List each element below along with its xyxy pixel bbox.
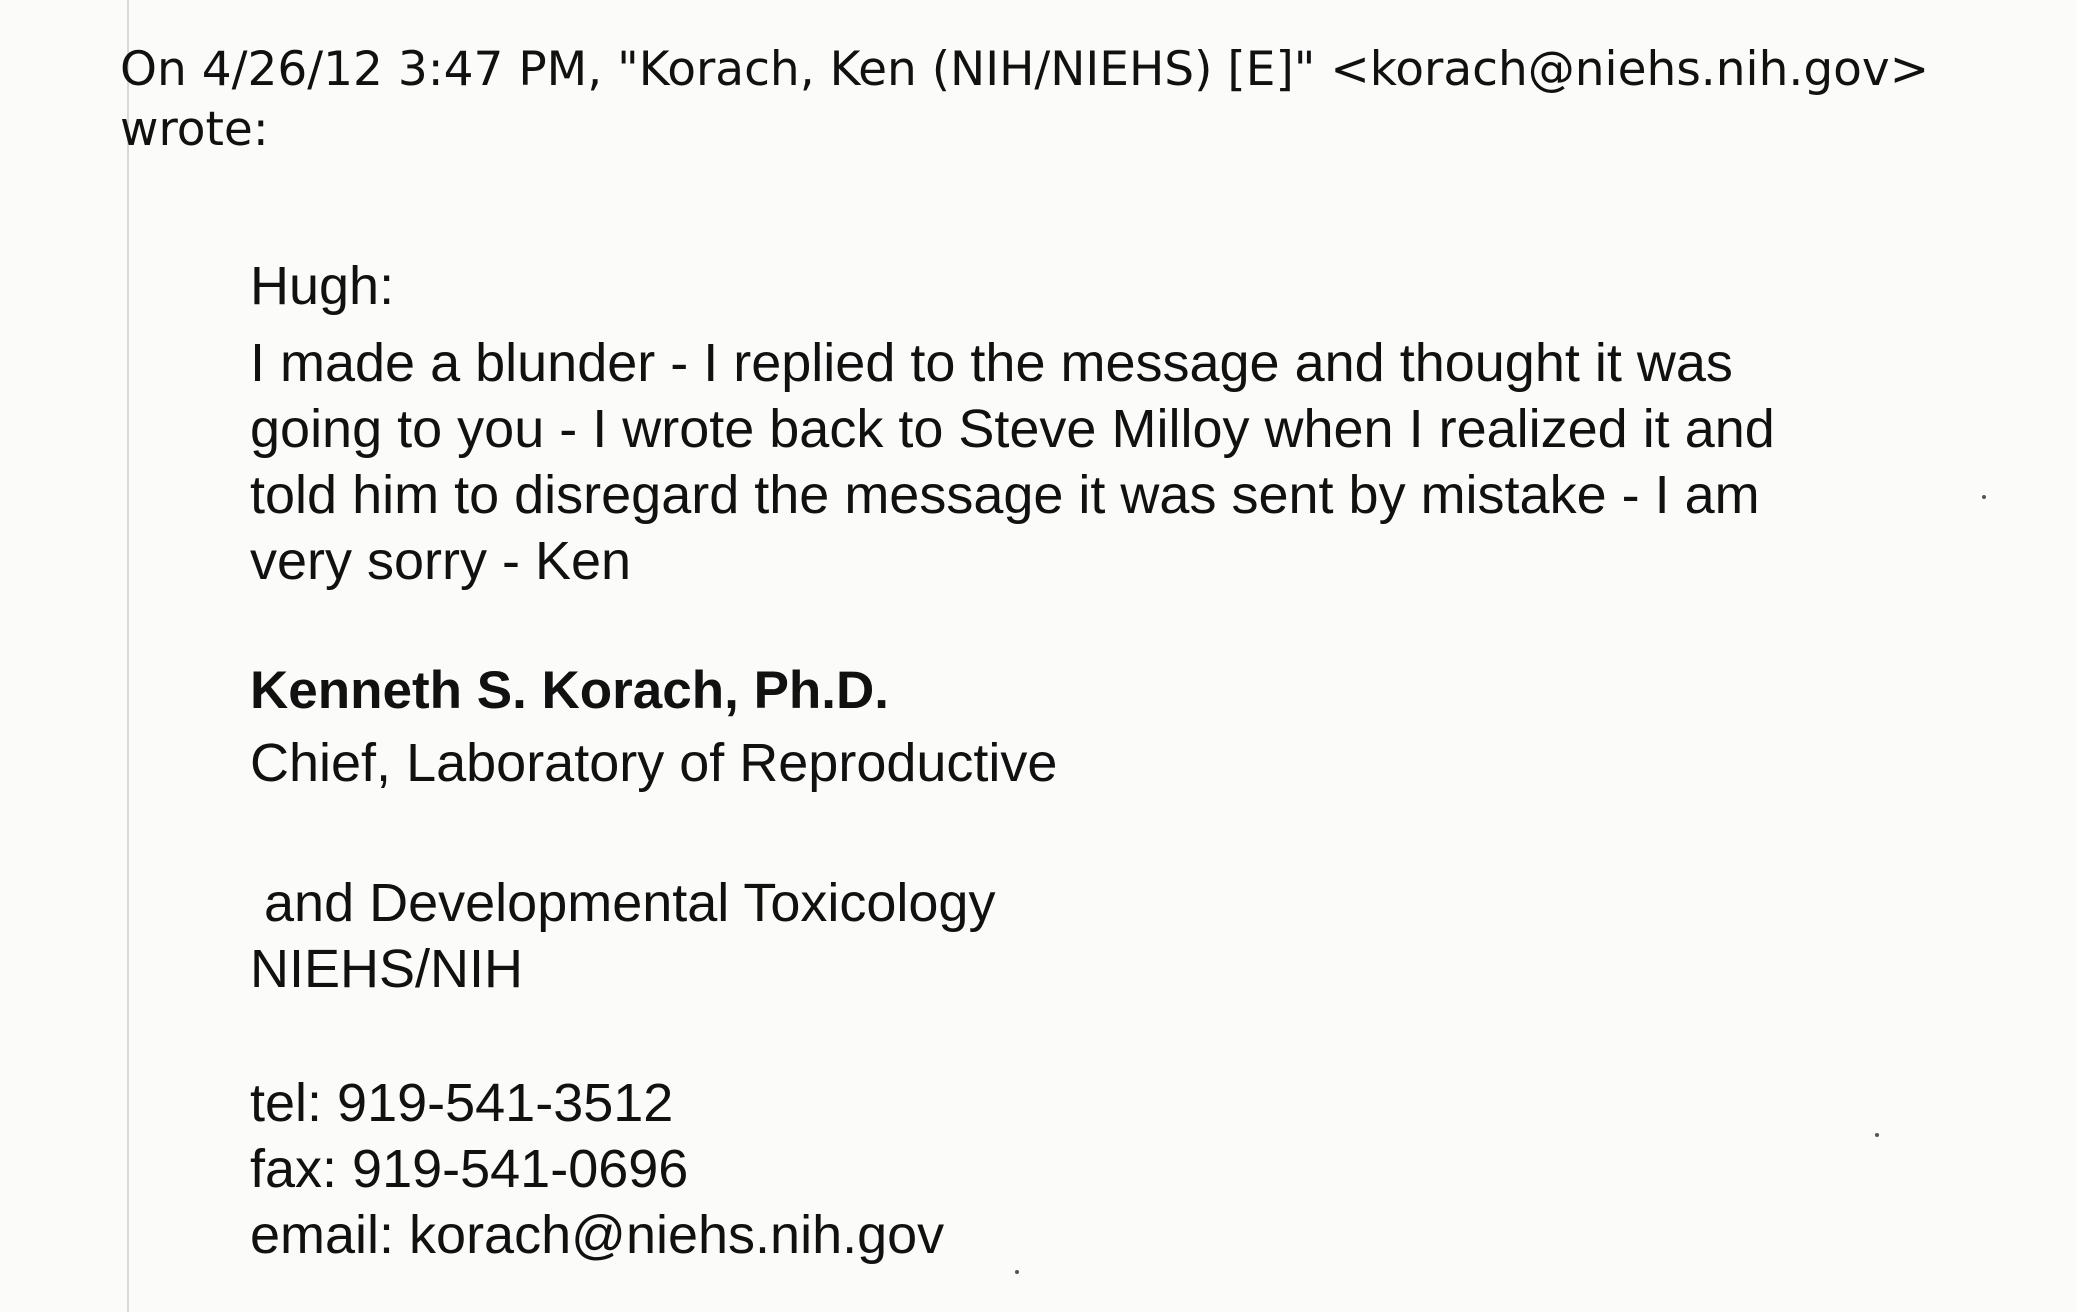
signature-title: Chief, Laboratory of Reproductive: [250, 733, 1058, 793]
message-line: going to you - I wrote back to Steve Milloy when I realized it and: [250, 399, 1775, 459]
email-quote-header: [120, 40, 1929, 160]
greeting: Hugh:: [250, 256, 395, 316]
signature-name: Kenneth S. Korach, Ph.D.: [250, 661, 890, 720]
message-line: I made a blunder - I replied to the message and thought it was: [250, 333, 1733, 393]
signature-fax: fax: 919-541-0696: [250, 1139, 689, 1199]
signature-email: email: korach@niehs.nih.gov: [250, 1205, 945, 1265]
message-line: told him to disregard the message it was sent by mistake - I am: [250, 465, 1760, 525]
signature-organization: NIEHS/NIH: [250, 939, 524, 999]
header-line-2: wrote:: [120, 102, 269, 157]
message-line: very sorry - Ken: [250, 531, 632, 591]
signature-tel: tel: 919-541-3512: [250, 1073, 674, 1133]
header-line-1: On 4/26/12 3:47 PM, "Korach, Ken (NIH/NIEHS) [E]" <korach@niehs.nih.gov>: [120, 42, 1930, 97]
signature-contact: [250, 1070, 944, 1268]
scan-speck: [1015, 1270, 1019, 1274]
signature-department: [250, 870, 995, 1002]
page-margin-line: [127, 0, 129, 1312]
message-body: [250, 330, 1775, 594]
scan-speck: [1875, 1133, 1879, 1137]
signature-department-line: and Developmental Toxicology: [264, 873, 996, 933]
scan-speck: [1982, 495, 1986, 499]
